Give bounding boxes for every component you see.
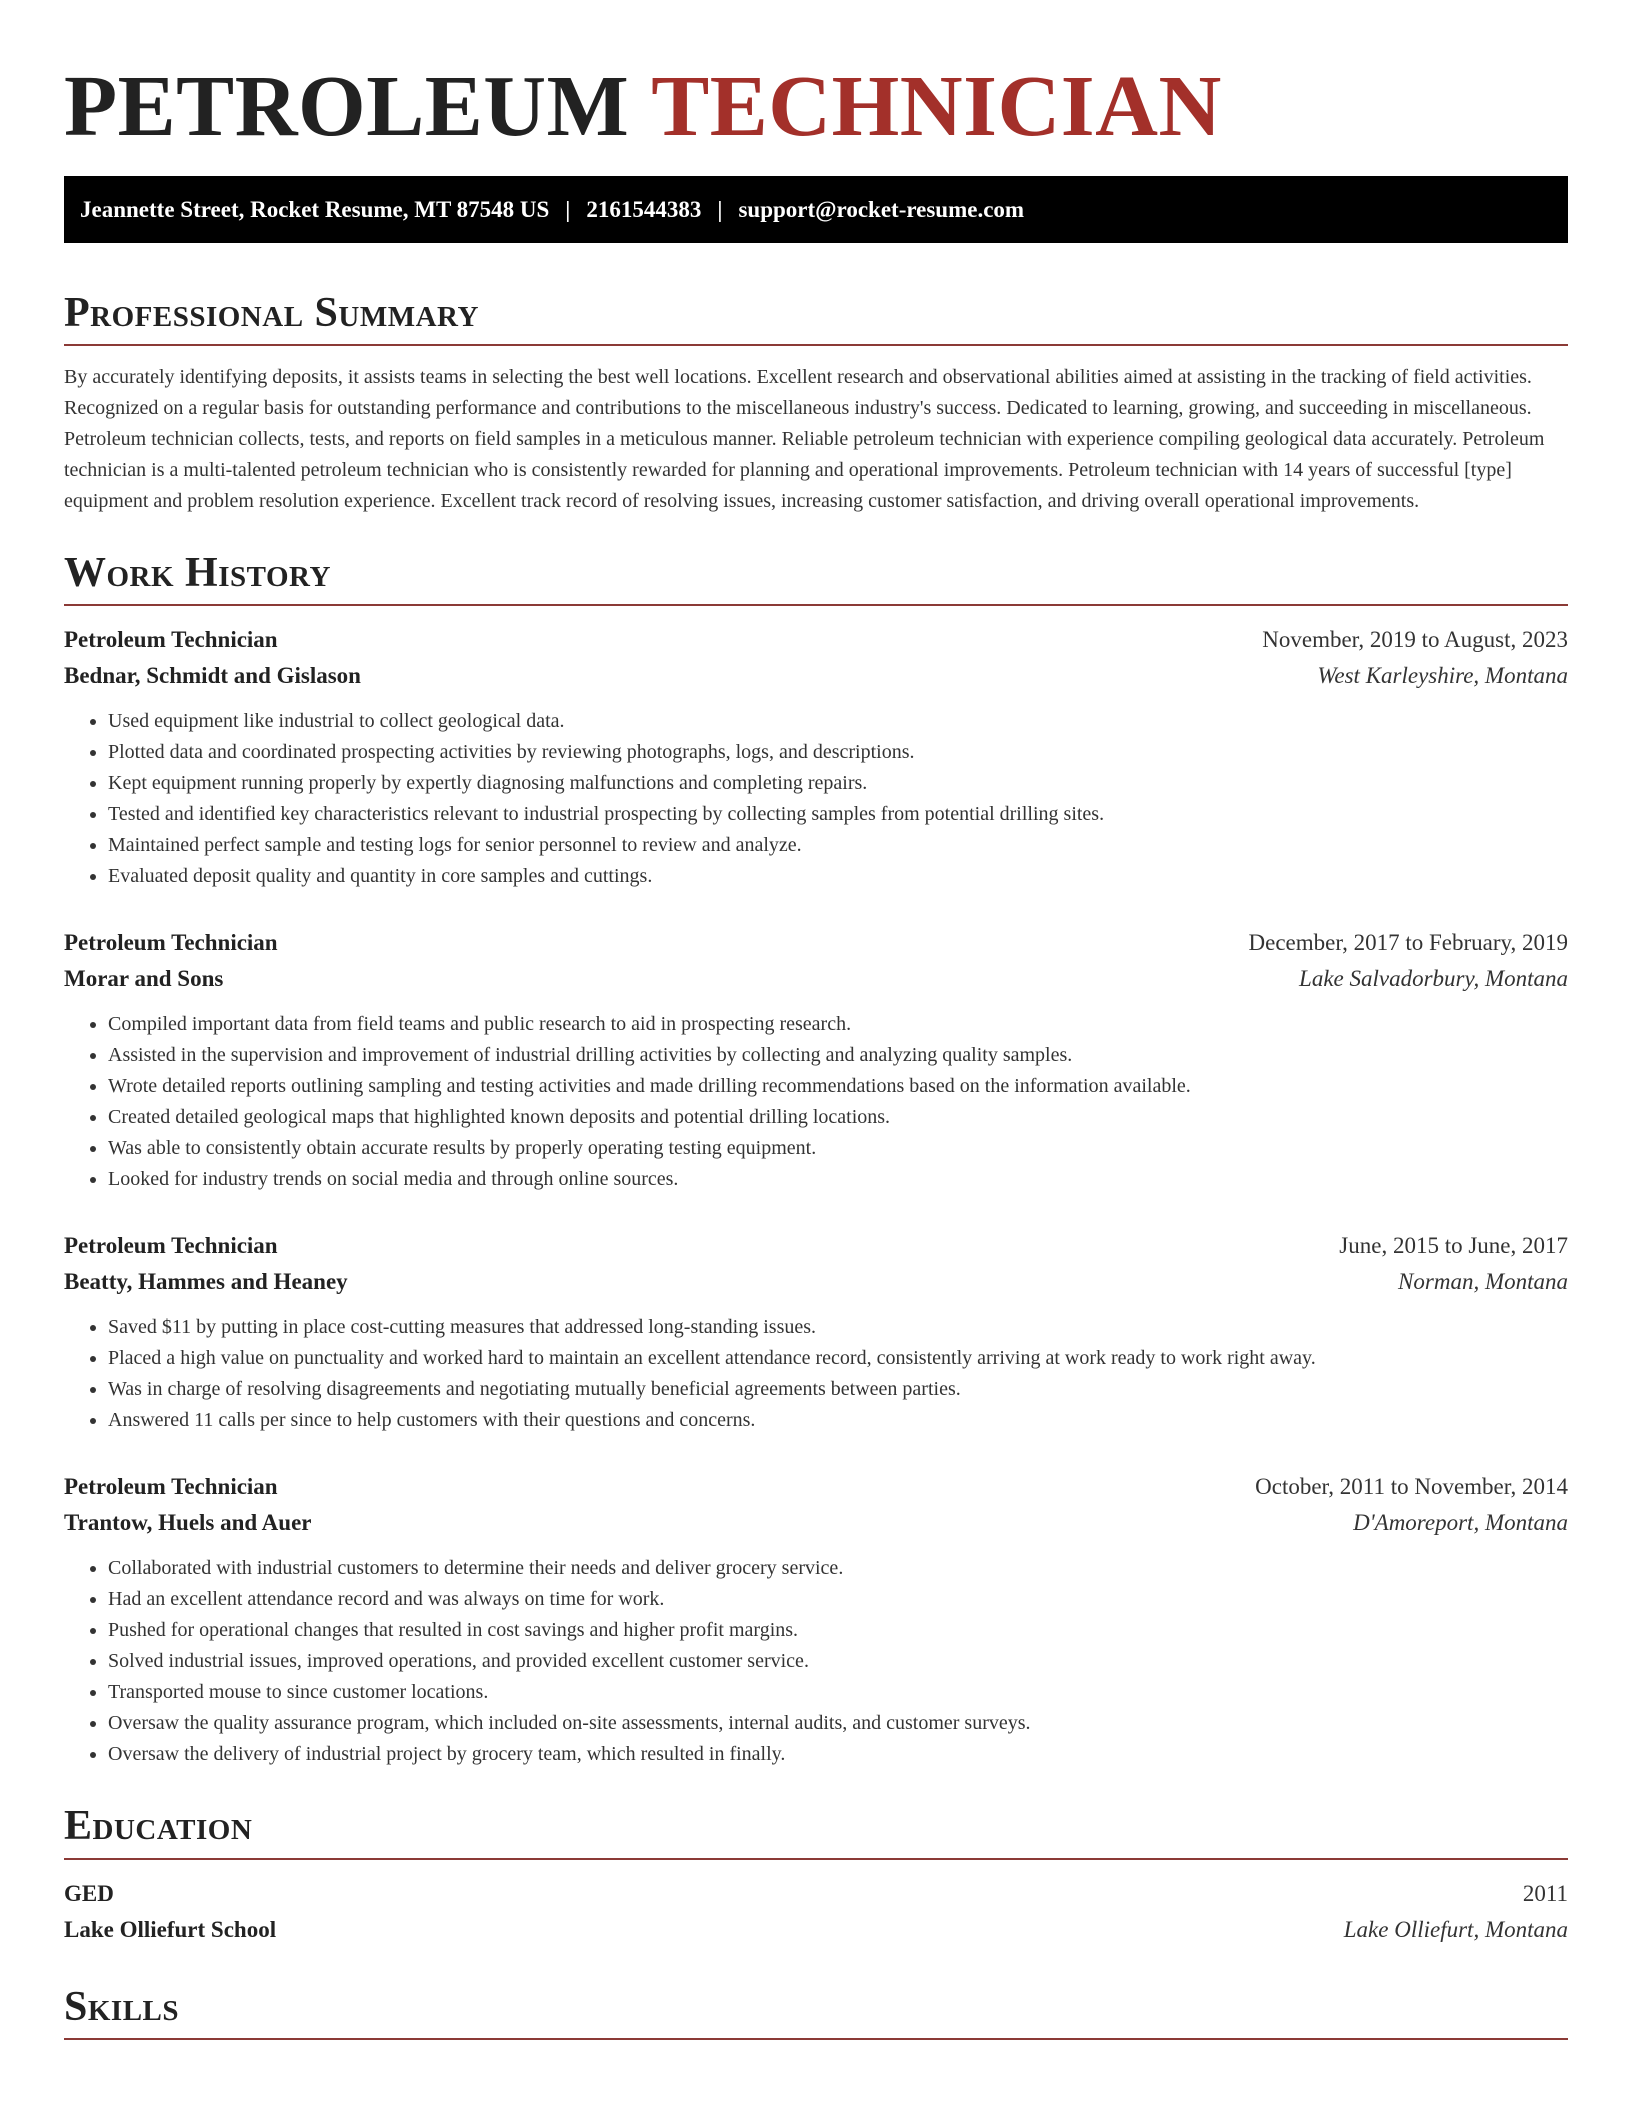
job-bullet: • Compiled important data from field teams and public research to aid in prospecting research. [108, 1009, 1568, 1040]
education-heading: Education [64, 1803, 1568, 1859]
education-location: Lake Olliefurt, Montana [1343, 1916, 1568, 1942]
job-bullet: • Pushed for operational changes that resulted in cost savings and higher profit margins. [108, 1615, 1568, 1646]
job-bullet: • Created detailed geological maps that highlighted known deposits and potential drilling locations. [108, 1102, 1568, 1133]
education-entry [64, 1876, 1568, 1948]
job-location: West Karleyshire, Montana [1317, 663, 1568, 689]
job-entry [64, 1469, 1568, 1770]
job-bullet: • Kept equipment running properly by expertly diagnosing malfunctions and completing repairs. [108, 768, 1568, 799]
job-dates: October, 2011 to November, 2014 [1255, 1474, 1568, 1500]
job-company: Morar and Sons [64, 966, 224, 992]
job-company-row [64, 1264, 1568, 1300]
job-company: Bednar, Schmidt and Gislason [64, 663, 361, 689]
job-bullet: • Transported mouse to since customer locations. [108, 1677, 1568, 1708]
job-dates: November, 2019 to August, 2023 [1262, 627, 1568, 653]
job-company: Beatty, Hammes and Heaney [64, 1269, 348, 1295]
job-bullet: • Oversaw the quality assurance program, which included on-site assessments, internal audits, and customer surveys. [108, 1708, 1568, 1739]
job-header-row [64, 622, 1568, 658]
education-school: Lake Olliefurt School [64, 1916, 277, 1942]
contact-separator: | [717, 196, 723, 222]
job-bullet: • Assisted in the supervision and improvement of industrial drilling activities by collecting and analyzing quality samples. [108, 1040, 1568, 1071]
job-bullets [64, 1312, 1568, 1436]
summary-text: By accurately identifying deposits, it assists teams in selecting the best well locations. Excellent research and observational abilities aimed at assisting in the tracking of field activities. Recognized on a regular basis for outstanding performance and contributions to the miscellaneous industry's success. Dedicated to learning, growing, and succeeding in miscellaneous. Petroleum technician collects, tests, and reports on field samples in a meticulous manner. Reliable petroleum technician with experience compiling geological data accurately. Petroleum technician is a multi-talented petroleum technician who is consistently rewarded for planning and operational improvements. Petroleum technician with 14 years of successful [type] equipment and problem resolution experience. Excellent track record of resolving issues, increasing customer satisfaction, and driving overall operational improvements. [64, 366, 1545, 513]
job-bullet: • Saved $11 by putting in place cost-cutting measures that addressed long-standing issues. [108, 1312, 1568, 1343]
work-history-heading: Work History [64, 550, 1568, 606]
job-bullet: • Evaluated deposit quality and quantity in core samples and cuttings. [108, 861, 1568, 892]
education-degree: GED [64, 1880, 114, 1906]
job-bullet: • Had an excellent attendance record and was always on time for work. [108, 1584, 1568, 1615]
name-first: PETROLEUM [64, 56, 630, 154]
job-bullet: • Answered 11 calls per since to help customers with their questions and concerns. [108, 1405, 1568, 1436]
job-header-row [64, 1228, 1568, 1264]
job-bullet: • Oversaw the delivery of industrial project by grocery team, which resulted in finally. [108, 1739, 1568, 1770]
education-school-row [64, 1912, 1568, 1948]
job-entry [64, 925, 1568, 1195]
job-bullet: • Used equipment like industrial to collect geological data. [108, 706, 1568, 737]
job-company: Trantow, Huels and Auer [64, 1510, 312, 1536]
job-location: Lake Salvadorbury, Montana [1299, 966, 1568, 992]
job-bullet: • Collaborated with industrial customers to determine their needs and deliver grocery service. [108, 1553, 1568, 1584]
job-bullets [64, 1009, 1568, 1195]
job-company-row [64, 1505, 1568, 1541]
contact-email: support@rocket-resume.com [738, 196, 1025, 222]
job-dates: December, 2017 to February, 2019 [1248, 930, 1568, 956]
contact-bar [64, 176, 1568, 243]
skills-heading: Skills [64, 1984, 1568, 2040]
summary-heading: Professional Summary [64, 290, 1568, 346]
job-dates: June, 2015 to June, 2017 [1339, 1233, 1568, 1259]
job-bullet: • Maintained perfect sample and testing logs for senior personnel to review and analyze. [108, 830, 1568, 861]
job-location: D'Amoreport, Montana [1353, 1510, 1568, 1536]
job-company-row [64, 961, 1568, 997]
job-location: Norman, Montana [1398, 1269, 1568, 1295]
job-role: Petroleum Technician [64, 627, 278, 653]
job-role: Petroleum Technician [64, 930, 278, 956]
job-bullet: • Was in charge of resolving disagreements and negotiating mutually beneficial agreements between parties. [108, 1374, 1568, 1405]
job-role: Petroleum Technician [64, 1474, 278, 1500]
resume-name [64, 55, 1568, 155]
job-bullets [64, 706, 1568, 892]
job-entry [64, 1228, 1568, 1436]
job-header-row [64, 925, 1568, 961]
job-bullet: • Looked for industry trends on social media and through online sources. [108, 1164, 1568, 1195]
contact-separator: | [565, 196, 571, 222]
job-company-row [64, 658, 1568, 694]
job-bullet: • Wrote detailed reports outlining sampling and testing activities and made drilling recommendations based on the information available. [108, 1071, 1568, 1102]
job-bullet: • Placed a high value on punctuality and worked hard to maintain an excellent attendance record, consistently arriving at work ready to work right away. [108, 1343, 1568, 1374]
job-header-row [64, 1469, 1568, 1505]
education-header-row [64, 1876, 1568, 1912]
name-last: TECHNICIAN [651, 56, 1222, 154]
job-bullet: • Plotted data and coordinated prospecting activities by reviewing photographs, logs, and descriptions. [108, 737, 1568, 768]
contact-phone: 2161544383 [586, 196, 702, 222]
contact-address: Jeannette Street, Rocket Resume, MT 87548 US [80, 196, 550, 222]
job-bullet: • Tested and identified key characteristics relevant to industrial prospecting by collecting samples from potential drilling sites. [108, 799, 1568, 830]
education-year: 2011 [1522, 1880, 1568, 1906]
job-bullets [64, 1553, 1568, 1770]
job-role: Petroleum Technician [64, 1233, 278, 1259]
job-bullet: • Solved industrial issues, improved operations, and provided excellent customer service. [108, 1646, 1568, 1677]
job-bullet: • Was able to consistently obtain accurate results by properly operating testing equipment. [108, 1133, 1568, 1164]
job-entry [64, 622, 1568, 892]
